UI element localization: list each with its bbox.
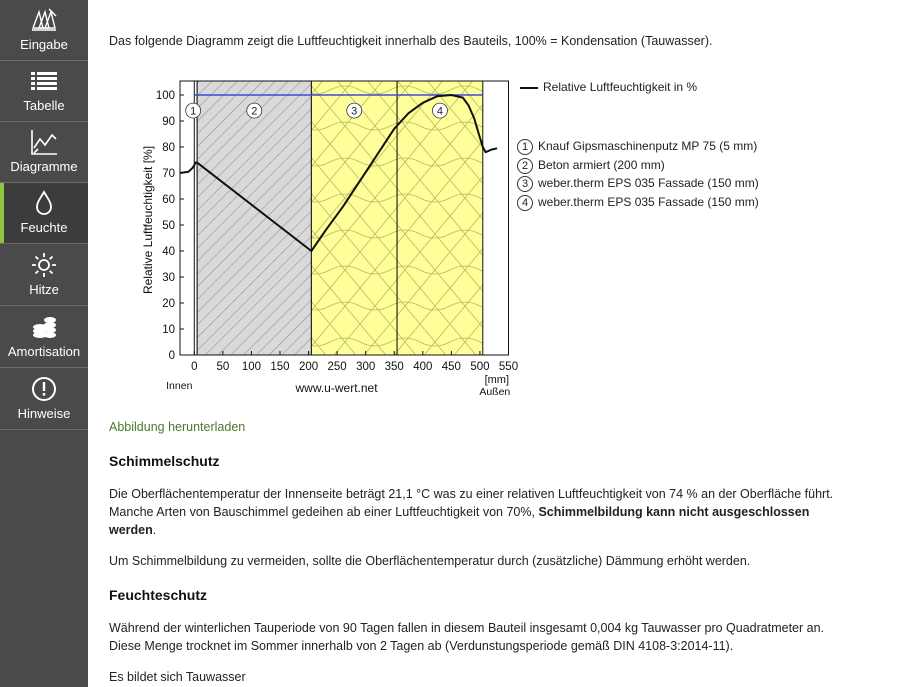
layer-legend-label: weber.therm EPS 035 Fassade (150 mm) [538, 194, 759, 209]
sidebar [0, 0, 88, 687]
mold-text-line [109, 521, 156, 539]
layer-4 [397, 81, 483, 355]
layer-2 [197, 81, 311, 355]
y-tick-label: 10 [162, 324, 175, 336]
moisture-pencil-icon [29, 6, 59, 34]
moisture-result: Es bildet sich Tauwasser [109, 670, 246, 684]
y-tick-label: 90 [162, 116, 175, 128]
moisture-text-line: Während der winterlichen Tauperiode von 90 Tagen fallen in diesem Bauteil insgesamt 0,004 kg Tauwasser pro Quadratmeter an. [109, 621, 825, 635]
moisture-heading: Feuchteschutz [109, 587, 208, 603]
layer-number-circle: 3 [517, 176, 533, 192]
y-tick-label: 60 [162, 194, 175, 206]
x-tick-label: 0 [191, 361, 198, 373]
nav-label: Feuchte [20, 220, 68, 235]
y-tick-label: 50 [162, 220, 175, 232]
nav-label: Eingabe [20, 37, 68, 52]
humidity-chart [130, 70, 790, 405]
y-tick-label: 40 [162, 246, 175, 258]
x-tick-label: 100 [241, 361, 262, 373]
layer-number: 1 [190, 105, 197, 118]
mold-heading: Schimmelschutz [109, 453, 220, 469]
y-axis-label: Relative Luftfeuchtigkeit [%] [141, 145, 155, 295]
chart-icon [29, 128, 59, 156]
layer-3 [311, 81, 397, 355]
layer-number-circle: 1 [517, 139, 533, 155]
y-tick-label: 100 [155, 90, 175, 102]
nav-label: Amortisation [7, 344, 81, 359]
x-tick-label: 200 [298, 361, 319, 373]
layer-number: 2 [251, 105, 258, 118]
sun-icon [29, 251, 59, 279]
mold-text-line [109, 503, 809, 521]
y-tick-label: 30 [162, 272, 175, 284]
nav-item-eingabe[interactable] [0, 0, 88, 61]
x-tick-label: 400 [413, 361, 433, 373]
watermark: www.u-wert.net [295, 381, 378, 395]
mold-text: . [152, 523, 157, 537]
legend-line-swatch [520, 87, 538, 89]
nav-item-diagramme[interactable] [0, 122, 88, 183]
table-icon [29, 67, 59, 95]
intro-text: Das folgende Diagramm zeigt die Luftfeuchtigkeit innerhalb des Bauteils, 100% = Kondensation (Tauwasser). [109, 34, 713, 48]
layer-legend-label: Knauf Gipsmaschinenputz MP 75 (5 mm) [538, 139, 758, 153]
nav-label: Hinweise [17, 406, 71, 421]
inside-label: Innen [166, 380, 193, 392]
outside-label: Außen [479, 386, 511, 398]
nav-item-feuchte[interactable] [0, 183, 88, 244]
nav-label: Hitze [29, 282, 59, 297]
layer-number-circle: 4 [517, 195, 533, 211]
y-tick-label: 0 [168, 350, 175, 362]
y-tick-label: 20 [162, 298, 175, 310]
legend-line-label: Relative Luftfeuchtigkeit in % [543, 80, 698, 94]
x-tick-label: 150 [270, 361, 290, 373]
x-tick-label: 50 [216, 361, 230, 373]
nav-item-amortisation[interactable] [0, 307, 88, 368]
layer-legend-label: Beton armiert (200 mm) [538, 157, 665, 172]
download-chart-link[interactable]: Abbildung herunterladen [109, 420, 246, 434]
x-tick-label: 300 [356, 361, 376, 373]
mold-advice: Um Schimmelbildung zu vermeiden, sollte die Oberflächentemperatur durch (zusätzliche) Dämmung erhöht werden. [109, 554, 751, 568]
x-tick-label: 550 [498, 361, 519, 373]
x-tick-label: 350 [384, 361, 404, 373]
nav-item-hinweise[interactable] [0, 369, 88, 430]
layer-number: 3 [351, 105, 358, 118]
x-unit-label: [mm] [484, 374, 510, 386]
layer-number: 4 [436, 105, 444, 118]
layer-number-circle: 2 [517, 158, 533, 174]
layer-legend-label: weber.therm EPS 035 Fassade (150 mm) [538, 176, 759, 190]
alert-icon [29, 375, 59, 403]
y-tick-label: 80 [162, 142, 175, 154]
moisture-text-line: Diese Menge trocknet im Sommer innerhalb von 2 Tagen ab (Verdunstungsperiode gemäß DIN 4108-3:2014-11). [109, 639, 734, 653]
x-tick-label: 450 [441, 361, 461, 373]
mold-warning: werden [109, 523, 153, 537]
nav-label: Diagramme [10, 159, 78, 174]
mold-text-line: Die Oberflächentemperatur der Innenseite beträgt 21,1 °C was zu einer relativen Luftfeuchtigkeit von 74 % an der Oberfläche führt. [109, 487, 834, 501]
nav-item-hitze[interactable] [0, 245, 88, 306]
nav-item-tabelle[interactable] [0, 61, 88, 122]
y-tick-label: 70 [162, 168, 175, 180]
nav-label: Tabelle [23, 98, 65, 113]
coins-icon [29, 313, 59, 341]
mold-text: Manche Arten von Bauschimmel gedeihen ab einer Luftfeuchtigkeit von 70%, [109, 505, 539, 519]
x-tick-label: 500 [470, 361, 490, 373]
droplet-icon [29, 189, 59, 217]
x-tick-label: 250 [327, 361, 347, 373]
mold-warning: Schimmelbildung kann nicht ausgeschlossen [538, 505, 810, 519]
